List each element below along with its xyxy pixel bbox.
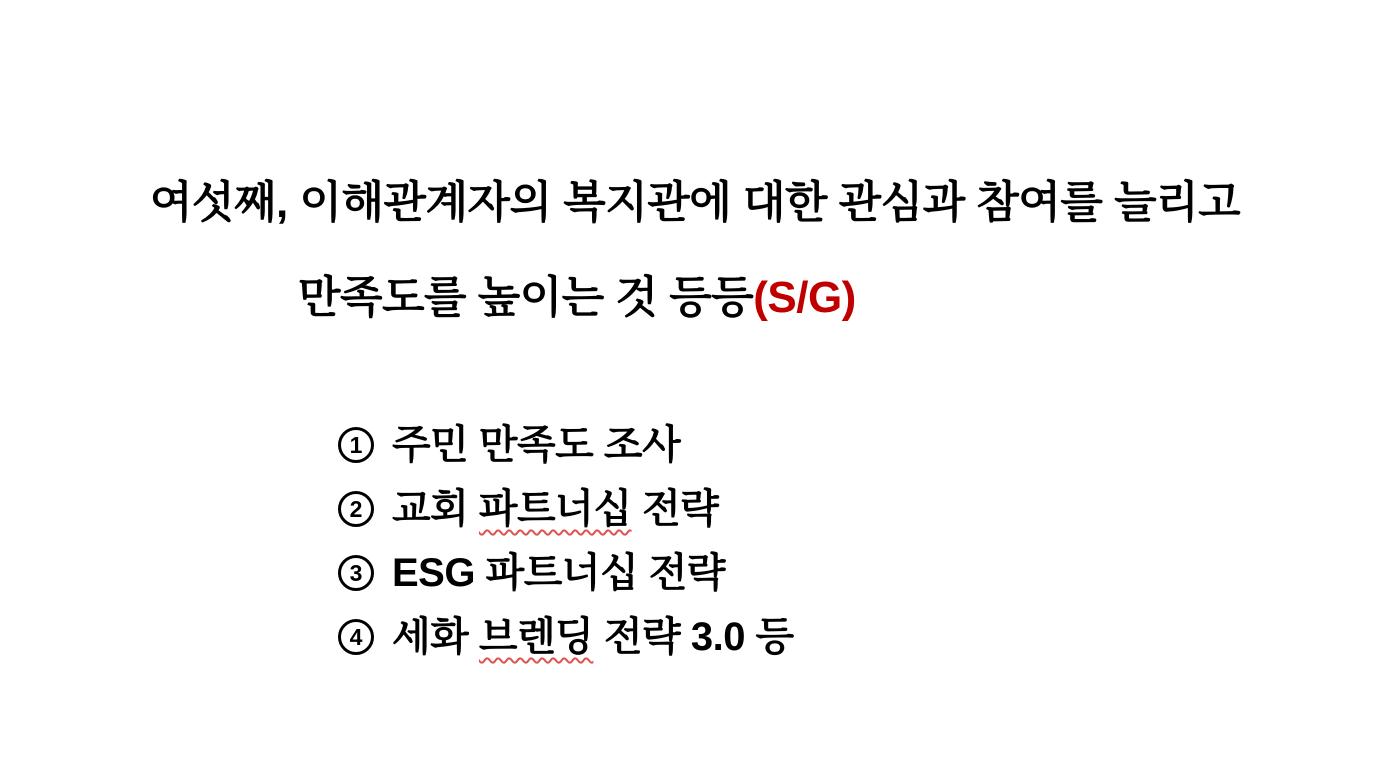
circled-number-3-icon: 3 xyxy=(338,555,374,591)
list-item-4-text xyxy=(392,617,794,657)
slide-title-line-2 xyxy=(298,273,856,322)
title-line-1-text: 여섯째, 이해관계자의 복지관에 대한 관심과 참여를 늘리고 xyxy=(150,178,1241,227)
circled-number-1-icon: 1 xyxy=(338,427,374,463)
list-item-1 xyxy=(338,413,794,477)
list-item-4-misspelled: 브렌딩 xyxy=(478,615,594,659)
list-item-2 xyxy=(338,477,794,541)
slide-title-line-1 xyxy=(150,178,1241,227)
list-item-4-post: 전략 3.0 등 xyxy=(593,615,794,659)
circled-number-2-icon: 2 xyxy=(338,491,374,527)
title-line-2-text: 만족도를 높이는 것 등등 xyxy=(298,273,754,322)
list-item-1-text xyxy=(392,425,680,465)
list-item-2-pre: 교회 xyxy=(392,487,479,531)
list-item-4 xyxy=(338,605,794,669)
bullet-list xyxy=(338,413,794,669)
circled-number-4-icon: 4 xyxy=(338,619,374,655)
list-item-1-pre: 주민 만족도 조사 xyxy=(392,423,681,467)
list-item-3 xyxy=(338,541,794,605)
title-highlight-sg: (S/G) xyxy=(753,273,856,322)
list-item-3-pre: ESG 파트너십 전략 xyxy=(392,551,726,595)
list-item-3-text xyxy=(392,553,725,593)
list-item-2-misspelled: 파트너십 xyxy=(478,487,632,531)
list-item-2-post: 전략 xyxy=(631,487,719,531)
list-item-4-pre: 세화 xyxy=(392,615,479,659)
list-item-2-text xyxy=(392,489,718,529)
